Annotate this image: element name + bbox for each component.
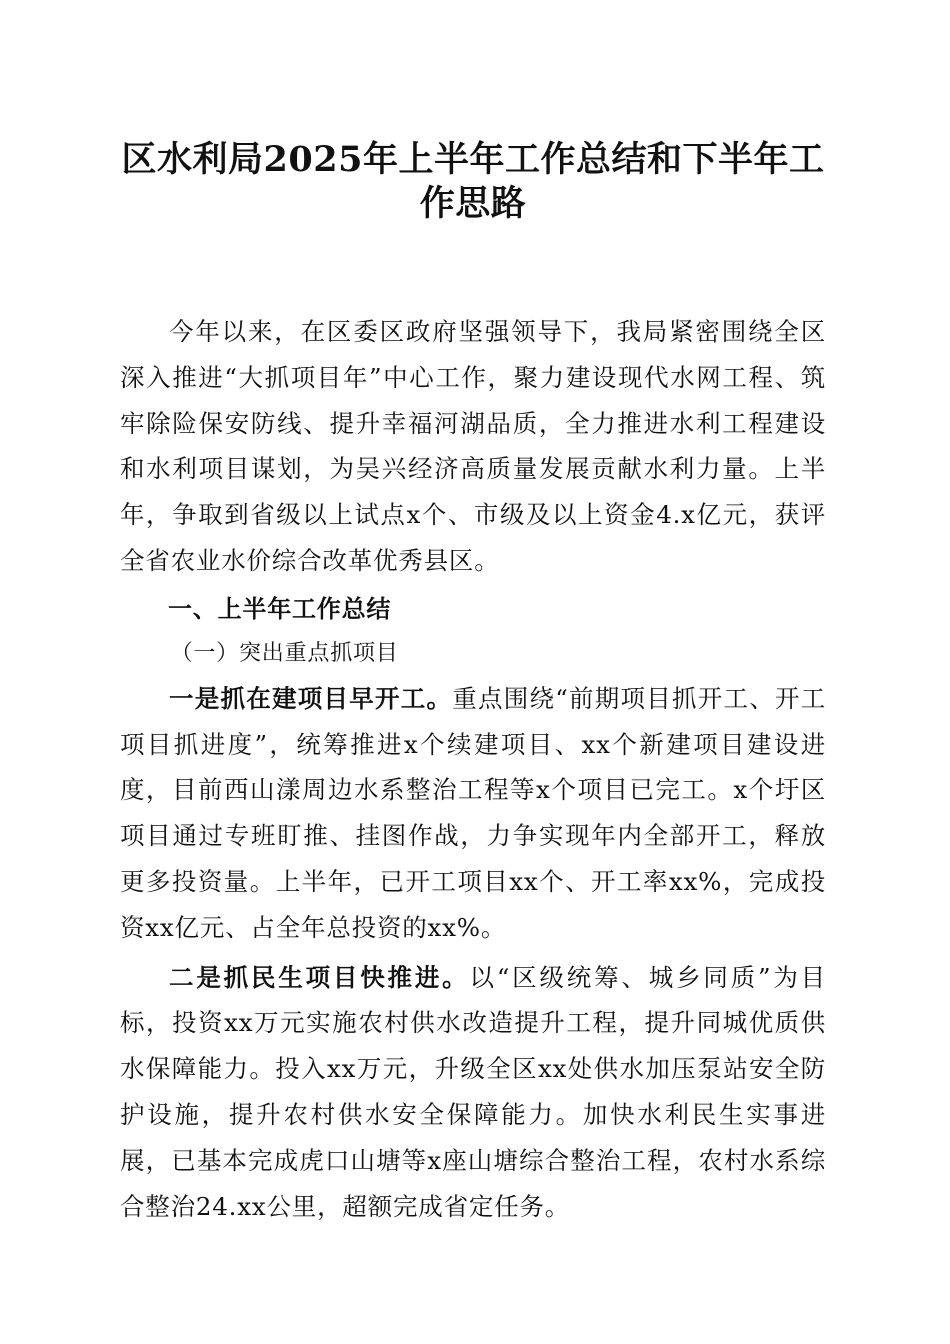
document-page xyxy=(120,138,826,1229)
intro-paragraph: 今年以来，在区委区政府坚强领导下，我局紧密围绕全区深入推进“大抓项目年”中心工作，聚力建设现代水网工程、筑牢除险保安防线、提升幸福河湖品质，全力推进水利工程建设和水利项目谋划，为吴兴经济高质量发展贡献水利力量。上半年，争取到省级以上试点x个、市级及以上资金4.x亿元，获评全省农业水价综合改革优秀县区。 xyxy=(120,317,826,575)
paragraph-item-2 xyxy=(120,955,826,1230)
section-heading: 一、上半年工作总结 xyxy=(168,594,392,623)
document-title xyxy=(120,138,826,226)
paragraph-2-body: 以“区级统筹、城乡同质”为目标，投资xx万元实施农村供水改造提升工程，提升同城优质供水保障能力。投入xx万元，升级全区xx处供水加压泵站安全防护设施，提升农村供水安全保障能力。加快水利民生实事进展，已基本完成虎口山塘等x座山塘综合整治工程，农村水系综合整治24.xx公里，超额完成省定任务。 xyxy=(120,962,826,1221)
subsection-heading: （一）突出重点抓项目 xyxy=(170,640,399,666)
paragraph-2-lead: 二是抓民生项目快推进。 xyxy=(169,962,470,992)
document-body xyxy=(120,309,826,1229)
title-line-1: 区水利局2025年上半年工作总结和下半年工 xyxy=(121,139,825,180)
paragraph-1-body: 重点围绕“前期项目抓开工、开工项目抓进度”，统筹推进x个续建项目、xx个新建项目建设进度，目前西山漾周边水系整治工程等x个项目已完工。x个圩区项目通过专班盯推、挂图作战，力争实现年内全部开工，释放更多投资量。上半年，已开工项目xx个、开工率xx%，完成投资xx亿元、占全年总投资的xx%。 xyxy=(120,683,826,942)
paragraph-item-1 xyxy=(120,676,826,951)
paragraph-1-lead: 一是抓在建项目早开工。 xyxy=(169,683,453,713)
title-line-2: 作思路 xyxy=(419,183,527,224)
